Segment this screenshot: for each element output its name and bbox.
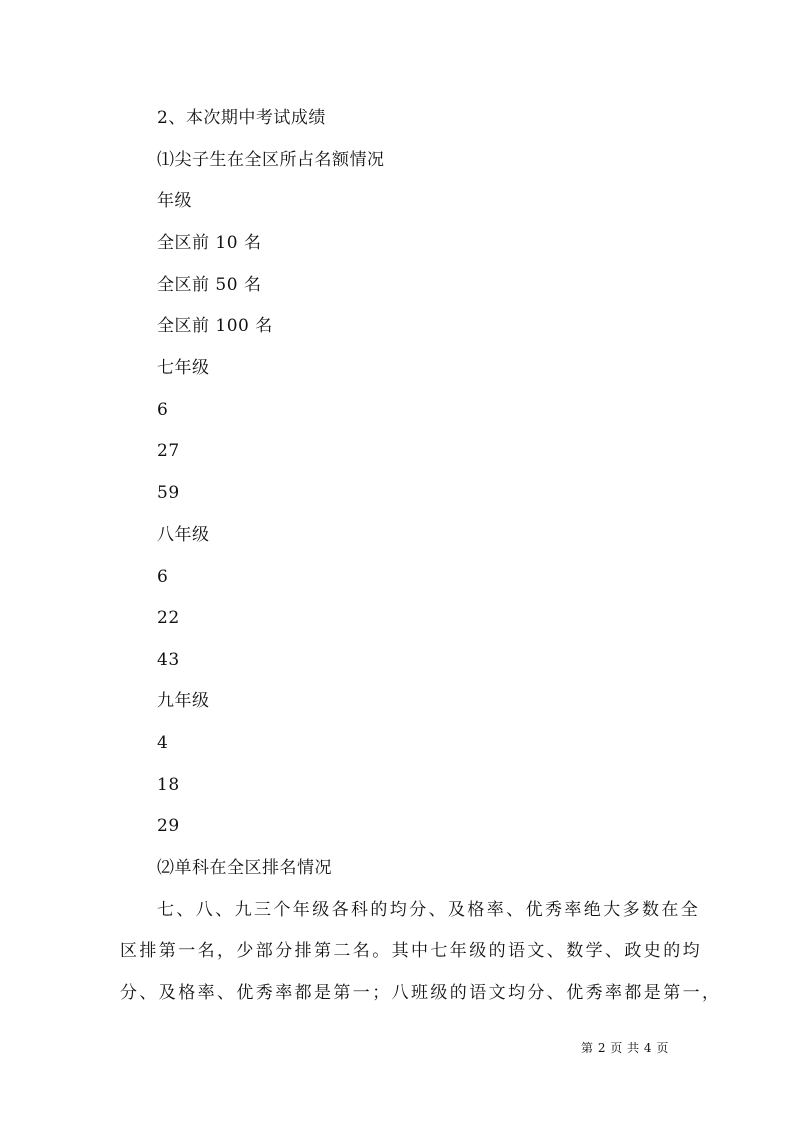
page-number: 第 2 页 共 4 页 — [581, 1041, 669, 1055]
table-row-grade: 七年级 — [157, 358, 210, 378]
table-cell-top10: 6 — [157, 400, 169, 420]
subheading-subject-ranking: ⑵单科在全区排名情况 — [157, 858, 332, 878]
table-header-top10: 全区前 10 名 — [157, 233, 262, 253]
paragraph-line: 分、及格率、优秀率都是第一；八班级的语文均分、优秀率都是第一， — [120, 983, 722, 1003]
table-row-grade: 九年级 — [157, 691, 210, 711]
paragraph-line: 七、八、九三个年级各科的均分、及格率、优秀率绝大多数在全 — [157, 900, 701, 920]
table-header-top50: 全区前 50 名 — [157, 275, 262, 295]
section-heading: 2、本次期中考试成绩 — [157, 108, 326, 128]
table-row-grade: 八年级 — [157, 525, 210, 545]
table-header-grade: 年级 — [157, 191, 192, 211]
table-cell-top100: 29 — [157, 816, 180, 836]
paragraph-line: 区排第一名，少部分排第二名。其中七年级的语文、数学、政史的均 — [120, 941, 702, 961]
table-cell-top100: 59 — [157, 483, 180, 503]
table-cell-top50: 18 — [157, 775, 180, 795]
table-cell-top100: 43 — [157, 650, 180, 670]
table-cell-top50: 22 — [157, 608, 180, 628]
table-cell-top10: 6 — [157, 567, 169, 587]
table-cell-top10: 4 — [157, 733, 169, 753]
table-header-top100: 全区前 100 名 — [157, 316, 273, 336]
table-cell-top50: 27 — [157, 441, 180, 461]
subheading-top-students: ⑴尖子生在全区所占名额情况 — [157, 150, 385, 170]
